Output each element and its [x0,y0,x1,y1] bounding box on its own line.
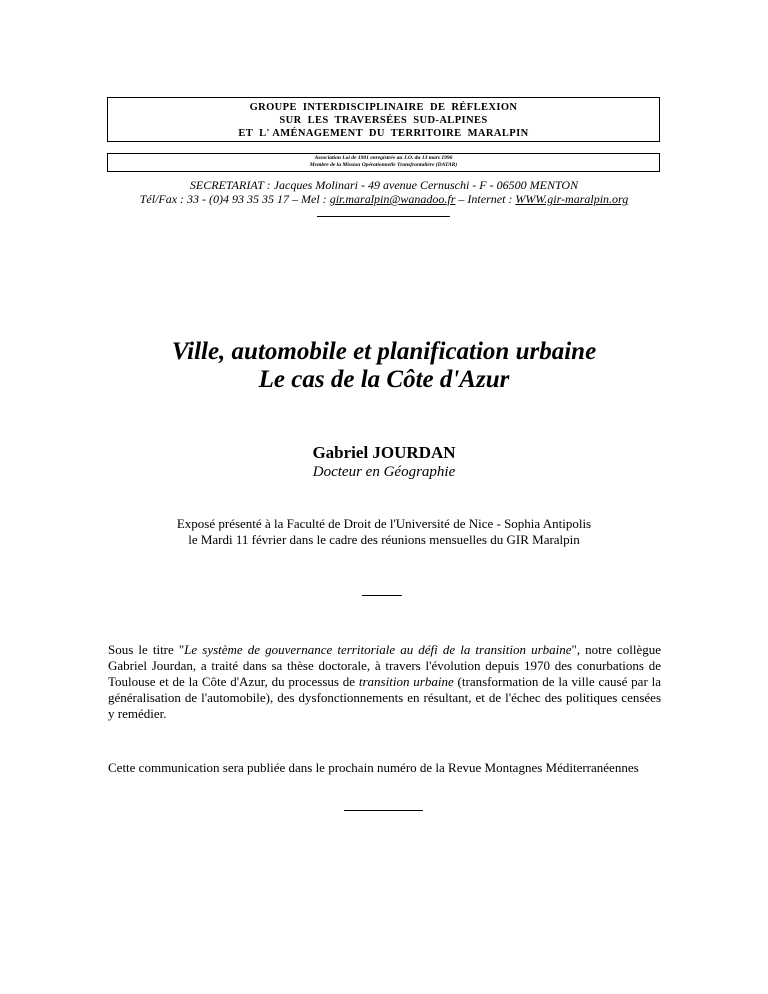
author-role: Docteur en Géographie [312,464,456,480]
author-name: Gabriel JOURDAN [312,443,456,462]
p1-text-b: ", notre collègue Gabriel Jourdan, a traité dans sa thèse doctorale, à travers l'évolution depuis 1970 des conurbations de Toulouse et de la Côte d'Azur, du processus de [108,642,661,689]
expose-line-1: Exposé présenté à la Faculté de Droit de l'Université de Nice - Sophia Antipolis [176,516,592,531]
contact-block [0,178,768,206]
document-title [0,338,768,394]
association-box [107,153,660,172]
header-box [107,97,660,142]
header-line-1: GROUPE INTERDISCIPLINAIRE DE RÉFLEXION [249,102,518,113]
internet-text: – Internet : [455,192,516,206]
telfax-line [0,192,768,206]
email-link[interactable]: gir.maralpin@wanadoo.fr [329,192,456,206]
p1-thesis-title: Le système de gouvernance territoriale au défi de la transition urbaine [184,642,572,657]
title-line-2: Le cas de la Côte d'Azur [258,366,510,393]
header-line-2: SUR LES TRAVERSÉES SUD-ALPINES [279,115,488,126]
p1-text-a: Sous le titre " [108,642,185,657]
header-line-3: ET L' AMÉNAGEMENT DU TERRITOIRE MARALPIN [238,128,529,139]
expose-block [0,516,768,548]
title-line-1: Ville, automobile et planification urbaine [171,338,597,365]
body-paragraph-1 [108,642,661,722]
telfax-text: Tél/Fax : 33 - (0)4 93 35 35 17 – Mel : [139,192,330,206]
divider-middle [362,595,402,596]
body-paragraph-2: Cette communication sera publiée dans le prochain numéro de la Revue Montagnes Méditerranéennes [108,760,639,775]
association-line-2: Membre de la Mission Opérationnelle Transfrontalière (DATAR) [309,162,458,168]
expose-line-2: le Mardi 11 février dans le cadre des réunions mensuelles du GIR Maralpin [188,532,580,547]
divider-bottom [344,810,423,811]
secretariat-line: SECRETARIAT : Jacques Molinari - 49 avenue Cernuschi - F - 06500 MENTON [189,178,579,192]
divider-top [317,216,450,217]
p1-text-c: (transformation de la ville causé par la généralisation de l'automobile), des dysfonctionnements en résultant, et de l'échec des politiques censées y remédier. [108,674,661,721]
association-line-1: Association Loi de 1901 enregistrée au J.O. du 13 mars 1996 [314,155,453,161]
website-link[interactable]: WWW.gir-maralpin.org [515,192,629,206]
p1-term: transition urbaine [358,674,454,689]
